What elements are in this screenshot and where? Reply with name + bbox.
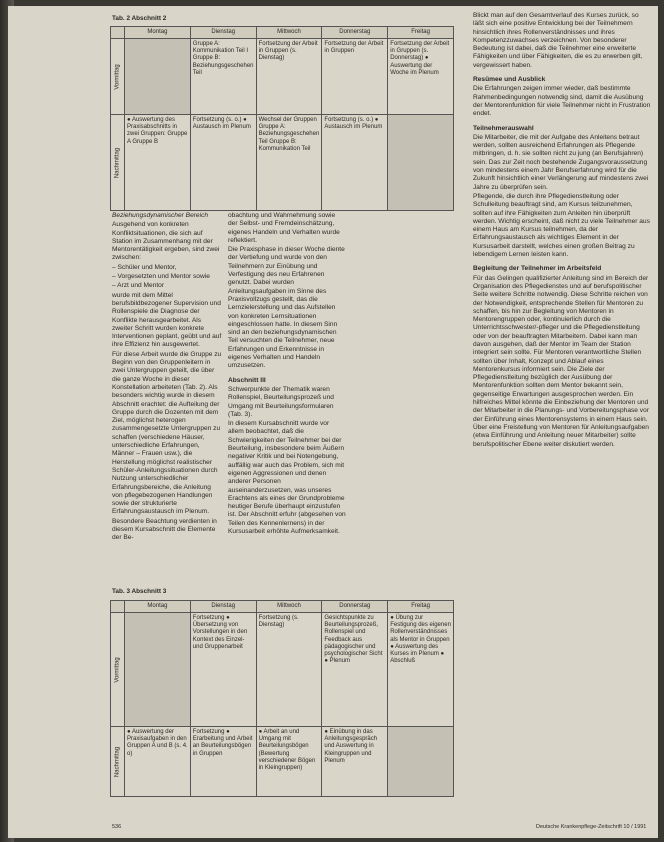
paragraph: obachtung und Wahrnehmung sowie der Selbst- und Fremdeinschätzung, eigenes Handeln und Verhalten wurde reflektiert. xyxy=(228,212,340,244)
journal-footer: Deutsche Krankenpflege-Zeitschrift 10 / 1991 xyxy=(536,824,647,830)
table-cell: Wechsel der Gruppen Gruppe A: Beziehungsgeschehen Teil Gruppe B: Kommunikation Teil xyxy=(256,115,322,211)
paragraph: Blickt man auf den Gesamtverlauf des Kurses zurück, so läßt sich eine positive Entwicklung bei der Teilnehmern hinsichtlich ihres Rollenverständnisses und ihres Kompetenzzuwachses verzeichnen. Von besonderer Bedeutung ist dabei, daß die Teilnehmer eine erweiterte Fähigkeiten und über Fähigkeiten, die es zu erwerben gilt, vergewissert haben. xyxy=(473,12,643,69)
page-number: 536 xyxy=(112,824,122,830)
column-header: Freitag xyxy=(388,601,454,613)
paragraph: Die Erfahrungen zeigen immer wieder, daß bestimmte Rahmenbedingungen notwendig sind, damit die Ausübung der Mentorenfunktion für viele Teilnehmer nicht in Frustration endet. xyxy=(473,85,651,118)
table-2-header-row xyxy=(111,27,454,39)
paragraph: Ausgehend von konkreten Konfliktsituationen, die sich auf Station im Zusammenhang mit der Mentorentätigkeit ergeben, sind zwei zwischen: xyxy=(112,221,220,262)
row-label-text: Nachmittag xyxy=(113,746,120,777)
row-label xyxy=(111,115,125,211)
row-label-text: Nachmittag xyxy=(113,147,120,178)
paragraph: Die Mitarbeiter, die mit der Aufgabe des Anleitens betraut werden, sollten ausreichend Erfahrungen als Pflegende mitbringen, d. h. sie sollten nicht zu jung (an Berufsjahren) sein. Das zur Zeit noch bestehende Zugangsvoraussetzung von mindestens einem Jahr Berufserfahrung wird für die Zukunft hinsichtlich einer Verlängerung auf mindestens zwei Jahre zu überprüfen sein. xyxy=(473,133,649,191)
column-header: Donnerstag xyxy=(322,27,388,39)
table-cell xyxy=(125,39,191,115)
row-label xyxy=(111,613,125,727)
section-heading: Abschnitt III xyxy=(228,376,266,384)
column-header: Mittwoch xyxy=(256,27,322,39)
paragraph: Für das Gelingen qualifizierter Anleitung sind im Bereich der Organisation des Pflegedienstes und auf berufspolitischer Seite weitere Schritte notwendig. Diese Schritte reichen von der Notwendigkeit, entsprechende Stellen für Mentoren zu schaffen, bis hin zur Begleitung von Mentoren in Mentorengruppen oder, kontinuierlich durch die Unterrichtsschwester/-pfleger und die Pflegedienstleitung oder von der beauftragten Mitarbeitern. Dabei kann man davon ausgehen, daß der Mentor im Team der Station integriert sein sollte. Für Mentoren verantwortliche Stellen sollten über Inhalt, Konzept und Ablauf eines Mentorenkursus informiert sein. Die Ziele der Pflegedienstleitung bezüglich der Ausübung der Mentorenfunktion sollten dem Mentor bekannt sein, gegenseitige Erwartungen ausgesprochen werden. Ein hilfreiches Mittel könnte die Einbeziehung der Mentoren und der Mitarbeiter in die Planungs- und Vorbereitungsphase vor der Einführung eines Mentorensystems in einem Haus sein. Über eine Freistellung von Mentoren für Anleitungsaufgaben (etwa Einführung und Anleitung neuer Mitarbeiter) sollte berufspolitischer Ebene weiter diskutiert werden. xyxy=(473,274,649,448)
table-row xyxy=(111,39,454,115)
paragraph: Schwerpunkte der Thematik waren Rollenspiel, Beurteilungsprozeß und Umgang mit Beurteilungsformularen (Tab. 3). xyxy=(228,385,334,418)
table-cell: Fortsetzung der Arbeit in Gruppen (s. Dienstag) xyxy=(256,39,322,115)
column-header: Montag xyxy=(125,601,191,613)
document-page xyxy=(8,6,658,838)
paragraph: Pflegende, die durch ihre Pflegedienstleitung oder Schulleitung beauftragt sind, am Kursus teilzunehmen, sollten auf ihre Fähigkeiten zum Anleiten hin überprüft werden. Wichtig erscheint, daß nicht zu viele Teilnehmer aus einem Haus am Kursus teilnehmen, da der Erfahrungsaustausch als wichtiges Element in der Kursusarbeit darstellt, welches einen großen Beitrag zu lebendigem Lernen leisten kann. xyxy=(473,192,650,259)
table-cell xyxy=(388,115,454,211)
table-cell xyxy=(388,727,454,797)
row-label-text: Vormittag xyxy=(113,63,120,90)
table-cell: Fortsetzung (s. Dienstag) xyxy=(256,613,322,727)
paragraph: In diesem Kursabschnitt wurde vor allem beobachtet, daß die Schwierigkeiten der Teilnehmer bei der Beurteilung, insbesondere beim Äußern negativer Kritik und bei Notengebung, auffällig war auch das Problem, sich mit eigenen Aggressionen und denen anderer Personen auseinanderzusetzen, was unseres Erachtens als eines der Grundprobleme heutiger Berufe überhaupt einzustufen ist. Der Abschnitt erfuhr (abgesehen von Teilen des Kennenlernens) in der Kursusarbeit erhöhte Aufmerksamkeit. xyxy=(228,420,346,535)
paragraph: Die Praxisphase in dieser Woche diente der Vertiefung und wurde von den Teilnehmern zur Einübung und Verfestigung des neu Erfahrenen genutzt. Dabei wurden Anleitungsaufgaben im Sinne des Praxisvollzugs gestellt, das die Lernzielerstellung und das Aufstellen von konkreten Lernsituationen eingeschlossen hatte. In diesem Sinn sind an den beziehungsdynamischen Teil versuchten die Teilnehmer, neue Erfahrungen und Erkenntnisse in eigenes Verhalten und Handeln umzusetzen. xyxy=(228,246,345,370)
table-cell: ● Übung zur Festigung des eigenen Rollenverständnisses als Mentor in Gruppen ● Auswertung des Kurses im Plenum ● Abschluß xyxy=(388,613,454,727)
text-column-1 xyxy=(112,212,222,544)
text-column-2 xyxy=(228,212,346,537)
column-header: Dienstag xyxy=(190,27,256,39)
table-cell: Gesichtspunkte zu Beurteilungsprozeß, Rollenspiel und Feedback aus pädagogischer und psychologischer Sicht ● Plenum xyxy=(322,613,388,727)
table-cell: ● Einübung in das Anleitungsgespräch und Auswertung in Kleingruppen und Plenum xyxy=(322,727,388,797)
table-cell: Fortsetzung (s. o.) ● Austausch im Plenum xyxy=(190,115,256,211)
table-row xyxy=(111,727,454,797)
table-cell: Fortsetzung der Arbeit in Gruppen (s. Donnerstag) ● Auswertung der Woche im Plenum xyxy=(388,39,454,115)
table-cell: ● Auswertung des Praxisabschnitts in zwei Gruppen: Gruppe A Gruppe B xyxy=(125,115,191,211)
column-header: Dienstag xyxy=(190,601,256,613)
paragraph: – Arzt und Mentor xyxy=(112,282,165,290)
table-cell: Fortsetzung ● Übersetzung von Vorstellungen in den Kontext des Einzel- und Gruppenarbeit xyxy=(190,613,256,727)
table-cell: Fortsetzung der Arbeit in Gruppen xyxy=(322,39,388,115)
section-heading: Begleitung der Teilnehmer im Arbeitsfeld xyxy=(473,265,602,273)
column-header: Donnerstag xyxy=(322,601,388,613)
paragraph: Für diese Arbeit wurde die Gruppe zu Beginn von den Gruppenleitern in zwei Untergruppen geteilt, die über die ganze Woche in dieser Konstellation arbeiteten (Tab. 2). Als besonders wichtig wurde in diesem Abschnitt erachtet: die Aufteilung der Gruppe durch die Dozenten mit dem Ziel, möglichst heterogen zusammengesetzte Untergruppen zu schaffen (verschiedene Häuser, unterschiedliche Erfahrungen, Männer – Frauen usw.), die Herstellung möglichst realistischer Schüler-Anleitungssituationen durch Nutzung unterschiedlicher Erfahrungsbereiche, die Anleitung von pflegebezogenen Handlungen sowie der strukturierte Erfahrungsaustausch im Plenum. xyxy=(112,350,222,516)
table-row xyxy=(111,115,454,211)
table-2 xyxy=(110,26,454,211)
table-cell: ● Arbeit an und Umgang mit Beurteilungsbögen (Bewertung verschiedener Bögen in Kleingruppen) xyxy=(256,727,322,797)
table-cell: Fortsetzung ● Erarbeitung und Arbeit an Beurteilungsbögen in Gruppen xyxy=(190,727,256,797)
paragraph: wurde mit dem Mittel berufsbildbezogener Supervision und Rollenspiele die Diagnose der Konflikte herausgearbeitet. Als zweiter Schritt wurden konkrete Interventionen geplant, geübt und auf ihre Effizienz hin ausgewertet. xyxy=(112,291,222,349)
section-heading: Resümee und Ausblick xyxy=(473,76,546,84)
section-heading: Teilnehmerauswahl xyxy=(473,124,534,132)
paragraph: – Schüler und Mentor, xyxy=(112,263,177,271)
subheading: Beziehungsdynamischer Bereich xyxy=(112,212,209,219)
column-header: Montag xyxy=(125,27,191,39)
row-label-text: Vormittag xyxy=(113,656,120,683)
row-label xyxy=(111,727,125,797)
table-2-caption: Tab. 2 Abschnitt 2 xyxy=(112,15,167,22)
table-3-header-row xyxy=(111,601,454,613)
row-label xyxy=(111,39,125,115)
table-row xyxy=(111,613,454,727)
text-column-3 xyxy=(473,12,651,450)
table-cell: ● Auswertung der Praxisaufgaben in den Gruppen A und B (s. 4. o) xyxy=(125,727,191,797)
table-3 xyxy=(110,600,454,797)
table-cell: Fortsetzung (s. o.) ● Austausch im Plenum xyxy=(322,115,388,211)
paragraph: Besondere Beachtung verdienten in diesem Kursabschnitt die Elemente der Be- xyxy=(112,517,217,542)
table-3-caption: Tab. 3 Abschnitt 3 xyxy=(112,588,167,595)
column-header: Mittwoch xyxy=(256,601,322,613)
paragraph: – Vorgesetzten und Mentor sowie xyxy=(112,273,210,281)
table-cell: Gruppe A: Kommunikation Teil I Gruppe B: Beziehungsgeschehen Teil xyxy=(190,39,256,115)
table-cell xyxy=(125,613,191,727)
column-header: Freitag xyxy=(388,27,454,39)
table-corner-cell xyxy=(111,601,125,613)
table-corner-cell xyxy=(111,27,125,39)
